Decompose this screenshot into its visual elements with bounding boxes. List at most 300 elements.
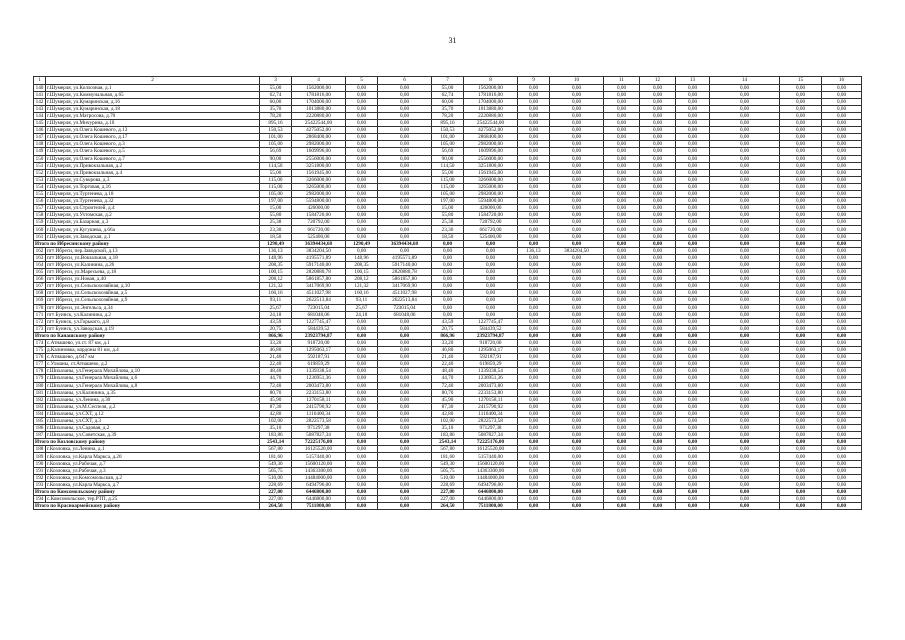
- value-cell: 0,00: [676, 141, 710, 148]
- value-cell: 24,18: [260, 311, 292, 318]
- value-cell: 48,40: [432, 368, 464, 375]
- value-cell: 1270158,11: [292, 396, 346, 403]
- value-cell: 0,00: [604, 120, 640, 127]
- value-cell: 4511027,98: [378, 290, 432, 297]
- value-cell: 0,00: [604, 141, 640, 148]
- row-number-cell: 167: [34, 283, 46, 290]
- value-cell: 0,00: [432, 311, 464, 318]
- value-cell: 2543,14: [260, 439, 292, 446]
- row-number-cell: 182: [34, 396, 46, 403]
- value-cell: 0,00: [518, 361, 550, 368]
- row-number-cell: 148: [34, 141, 46, 148]
- row-number-cell: 187: [34, 432, 46, 439]
- value-cell: 0,00: [710, 488, 780, 495]
- value-cell: 0,00: [550, 339, 604, 346]
- value-cell: 0,00: [550, 439, 604, 446]
- value-cell: 0,00: [710, 233, 780, 240]
- value-cell: 0,00: [550, 226, 604, 233]
- value-cell: 619859,29: [464, 361, 518, 368]
- value-cell: 42,80: [432, 410, 464, 417]
- district-total-label: Итого по Канашскому району: [34, 332, 260, 339]
- value-cell: 0,00: [518, 474, 550, 481]
- value-cell: 918720,00: [292, 339, 346, 346]
- table-row: [34, 410, 862, 417]
- value-cell: 87,30: [432, 403, 464, 410]
- value-cell: 0,00: [378, 155, 432, 162]
- value-cell: 0,00: [822, 325, 862, 332]
- value-cell: 3834204,50: [292, 247, 346, 254]
- table-row: [34, 148, 862, 155]
- value-cell: 0,00: [780, 368, 822, 375]
- value-cell: 0,00: [710, 382, 780, 389]
- value-cell: 121,32: [260, 283, 292, 290]
- value-cell: 0,00: [640, 155, 676, 162]
- value-cell: 5917140,00: [292, 261, 346, 268]
- value-cell: 0,00: [710, 105, 780, 112]
- value-cell: 0,00: [710, 432, 780, 439]
- value-cell: 0,00: [550, 453, 604, 460]
- value-cell: 3417069,90: [378, 283, 432, 290]
- value-cell: 114,50: [432, 162, 464, 169]
- value-cell: 0,00: [676, 389, 710, 396]
- value-cell: 0,00: [640, 460, 676, 467]
- value-cell: 0,00: [378, 361, 432, 368]
- value-cell: 102,00: [432, 418, 464, 425]
- value-cell: 0,00: [640, 389, 676, 396]
- address-cell: г.Козловка, ул.Карла Маркса, д.20: [46, 453, 260, 460]
- value-cell: 0,00: [676, 169, 710, 176]
- value-cell: 0,00: [780, 474, 822, 481]
- value-cell: 0,00: [518, 339, 550, 346]
- value-cell: 0,00: [780, 127, 822, 134]
- value-cell: 681048,06: [292, 311, 346, 318]
- value-cell: 0,00: [710, 134, 780, 141]
- value-cell: 0,00: [518, 134, 550, 141]
- value-cell: 0,00: [518, 148, 550, 155]
- value-cell: 0,00: [550, 162, 604, 169]
- value-cell: 0,00: [780, 354, 822, 361]
- row-number-cell: 175: [34, 347, 46, 354]
- value-cell: 0,00: [432, 290, 464, 297]
- value-cell: 0,00: [780, 389, 822, 396]
- value-cell: 0,00: [676, 439, 710, 446]
- value-cell: 15,00: [432, 205, 464, 212]
- value-cell: 23923794,87: [292, 332, 346, 339]
- value-cell: 0,00: [378, 212, 432, 219]
- value-cell: 0,00: [550, 503, 604, 510]
- value-cell: 0,00: [346, 396, 378, 403]
- value-cell: 0,00: [550, 112, 604, 119]
- row-number-cell: 143: [34, 105, 46, 112]
- value-cell: 0,00: [676, 375, 710, 382]
- value-cell: 0,00: [780, 425, 822, 432]
- value-cell: 0,00: [378, 325, 432, 332]
- value-cell: 0,00: [550, 496, 604, 503]
- value-cell: 0,00: [710, 112, 780, 119]
- value-cell: 1290,49: [260, 240, 292, 247]
- address-cell: г.Шумерля, ул.Торговая, д.16: [46, 183, 260, 190]
- value-cell: 0,00: [710, 453, 780, 460]
- value-cell: 1339338,54: [292, 368, 346, 375]
- value-cell: 0,00: [780, 325, 822, 332]
- value-cell: 0,00: [640, 439, 676, 446]
- table-row: [34, 155, 862, 162]
- value-cell: 24,18: [346, 311, 378, 318]
- value-cell: 1561945,00: [464, 169, 518, 176]
- table-row: [34, 98, 862, 105]
- value-cell: 136,13: [260, 247, 292, 254]
- value-cell: 0,00: [550, 354, 604, 361]
- value-cell: 0,00: [550, 219, 604, 226]
- value-cell: 0,00: [822, 247, 862, 254]
- value-cell: 0,00: [710, 389, 780, 396]
- value-cell: 15600120,00: [464, 460, 518, 467]
- value-cell: 0,00: [780, 261, 822, 268]
- value-cell: 0,00: [378, 460, 432, 467]
- value-cell: 42,80: [260, 410, 292, 417]
- value-cell: 0,00: [550, 283, 604, 290]
- value-cell: 0,00: [604, 112, 640, 119]
- table-row: [34, 176, 862, 183]
- value-cell: 0,00: [346, 368, 378, 375]
- value-cell: 1562000,00: [292, 84, 346, 91]
- table-row: [34, 283, 862, 290]
- row-number-cell: 171: [34, 311, 46, 318]
- value-cell: 0,00: [780, 269, 822, 276]
- value-cell: 148,96: [346, 254, 378, 261]
- value-cell: 0,00: [604, 361, 640, 368]
- value-cell: 0,00: [550, 403, 604, 410]
- value-cell: 6494796,00: [292, 481, 346, 488]
- value-cell: 3834204,50: [550, 247, 604, 254]
- value-cell: 0,00: [346, 474, 378, 481]
- value-cell: 101,00: [432, 134, 464, 141]
- value-cell: 0,00: [604, 247, 640, 254]
- value-cell: 0,00: [676, 261, 710, 268]
- value-cell: 93,11: [260, 297, 292, 304]
- value-cell: 0,00: [604, 233, 640, 240]
- value-cell: 0,00: [378, 425, 432, 432]
- address-cell: пгт Ибреси, ул.Сельскохозяйная, д.9: [46, 297, 260, 304]
- value-cell: 0,00: [676, 127, 710, 134]
- value-cell: 0,00: [550, 382, 604, 389]
- value-cell: 0,00: [710, 141, 780, 148]
- value-cell: 0,00: [822, 205, 862, 212]
- value-cell: 18,50: [432, 233, 464, 240]
- value-cell: 0,00: [518, 325, 550, 332]
- value-cell: 25422544,00: [464, 120, 518, 127]
- value-cell: 0,00: [676, 368, 710, 375]
- value-cell: 0,00: [432, 240, 464, 247]
- value-cell: 1227745,47: [464, 318, 518, 325]
- row-number-cell: 160: [34, 226, 46, 233]
- value-cell: 0,00: [780, 311, 822, 318]
- value-cell: 0,00: [640, 226, 676, 233]
- value-cell: 0,00: [710, 276, 780, 283]
- value-cell: 0,00: [640, 332, 676, 339]
- table-row: [34, 389, 862, 396]
- value-cell: 0,00: [640, 127, 676, 134]
- value-cell: 0,00: [780, 283, 822, 290]
- value-cell: 0,00: [640, 112, 676, 119]
- value-cell: 0,00: [676, 191, 710, 198]
- value-cell: 0,00: [780, 233, 822, 240]
- value-cell: 0,00: [710, 84, 780, 91]
- address-cell: г.Шумерля, ул.Заводская, д.1: [46, 233, 260, 240]
- table-row: [34, 425, 862, 432]
- value-cell: 3266000,00: [464, 176, 518, 183]
- value-cell: 0,00: [676, 488, 710, 495]
- value-cell: 0,00: [378, 112, 432, 119]
- value-cell: 0,00: [676, 361, 710, 368]
- row-number-cell: 172: [34, 318, 46, 325]
- value-cell: 90,00: [432, 155, 464, 162]
- value-cell: 6494796,00: [464, 481, 518, 488]
- value-cell: 0,00: [676, 254, 710, 261]
- address-cell: пгт Ибреси, пер.Заводской, д.13: [46, 247, 260, 254]
- value-cell: 0,00: [780, 141, 822, 148]
- value-cell: 0,00: [550, 368, 604, 375]
- value-cell: 0,00: [640, 488, 676, 495]
- value-cell: 5594800,00: [464, 198, 518, 205]
- value-cell: 4275052,00: [464, 127, 518, 134]
- value-cell: 0,00: [710, 91, 780, 98]
- value-cell: 0,00: [378, 198, 432, 205]
- row-number-cell: 176: [34, 354, 46, 361]
- address-cell: с.Атнашево, ул.ст. 87 км, д.1: [46, 339, 260, 346]
- value-cell: 5917140,00: [378, 261, 432, 268]
- address-cell: г.Шумерля, ул.Ухтомская, д.2: [46, 212, 260, 219]
- value-cell: 0,00: [640, 276, 676, 283]
- value-cell: 0,00: [640, 240, 676, 247]
- value-cell: 55,00: [432, 169, 464, 176]
- value-cell: 150,53: [432, 127, 464, 134]
- value-cell: 0,00: [604, 467, 640, 474]
- value-cell: 227,00: [432, 488, 464, 495]
- row-number-cell: 156: [34, 198, 46, 205]
- value-cell: 44,70: [260, 375, 292, 382]
- value-cell: 0,00: [822, 233, 862, 240]
- value-cell: 2556000,00: [292, 155, 346, 162]
- value-cell: 0,00: [640, 481, 676, 488]
- table-row: [34, 198, 862, 205]
- district-total-label: Итого по Козловскому району: [34, 439, 260, 446]
- value-cell: 0,00: [518, 283, 550, 290]
- value-cell: 55,80: [260, 212, 292, 219]
- value-cell: 0,00: [346, 198, 378, 205]
- value-cell: 0,00: [378, 432, 432, 439]
- value-cell: 0,00: [780, 496, 822, 503]
- value-cell: 592187,91: [292, 354, 346, 361]
- value-cell: 0,00: [780, 410, 822, 417]
- address-cell: г.Козловка, ул.Карла Маркса, д.7: [46, 481, 260, 488]
- value-cell: 895,16: [260, 120, 292, 127]
- value-cell: 0,00: [640, 446, 676, 453]
- value-cell: 0,00: [710, 403, 780, 410]
- value-cell: 0,00: [604, 290, 640, 297]
- value-cell: 0,00: [780, 332, 822, 339]
- table-row: [34, 481, 862, 488]
- value-cell: 1013880,00: [464, 105, 518, 112]
- value-cell: 0,00: [346, 169, 378, 176]
- value-cell: 0,00: [822, 347, 862, 354]
- value-cell: 0,00: [780, 226, 822, 233]
- value-cell: 0,00: [676, 347, 710, 354]
- value-cell: 0,00: [550, 396, 604, 403]
- value-cell: 0,00: [640, 339, 676, 346]
- value-cell: 0,00: [518, 446, 550, 453]
- value-cell: 0,00: [550, 127, 604, 134]
- table-row: [34, 361, 862, 368]
- value-cell: 0,00: [822, 403, 862, 410]
- value-cell: 0,00: [550, 91, 604, 98]
- value-cell: 0,00: [822, 396, 862, 403]
- value-cell: 0,00: [640, 496, 676, 503]
- value-cell: 0,00: [604, 446, 640, 453]
- value-cell: 0,00: [822, 254, 862, 261]
- value-cell: 0,00: [822, 134, 862, 141]
- value-cell: 0,00: [676, 467, 710, 474]
- value-cell: 0,00: [640, 347, 676, 354]
- value-cell: 0,00: [378, 503, 432, 510]
- value-cell: 0,00: [822, 226, 862, 233]
- value-cell: 33,20: [432, 339, 464, 346]
- address-cell: г.Козловка, ул.Рабочая, д.3: [46, 467, 260, 474]
- value-cell: 0,00: [550, 191, 604, 198]
- value-cell: 0,00: [780, 396, 822, 403]
- value-cell: 1781816,00: [292, 91, 346, 98]
- table-row: [34, 205, 862, 212]
- value-cell: 510,00: [260, 474, 292, 481]
- value-cell: 264,50: [260, 503, 292, 510]
- value-cell: 80,70: [260, 389, 292, 396]
- row-number-cell: 174: [34, 339, 46, 346]
- value-cell: 87,30: [260, 403, 292, 410]
- value-cell: 0,00: [676, 219, 710, 226]
- table-row: [34, 169, 862, 176]
- row-number-cell: 144: [34, 112, 46, 119]
- value-cell: 0,00: [822, 467, 862, 474]
- value-cell: 1339338,54: [464, 368, 518, 375]
- value-cell: 0,00: [604, 368, 640, 375]
- row-number-cell: 194: [34, 496, 46, 503]
- value-cell: 5861857,80: [378, 276, 432, 283]
- value-cell: 0,00: [432, 247, 464, 254]
- value-cell: 0,00: [710, 354, 780, 361]
- value-cell: 1290,49: [346, 240, 378, 247]
- value-cell: 0,00: [604, 481, 640, 488]
- value-cell: 100,15: [346, 269, 378, 276]
- value-cell: 4195571,89: [378, 254, 432, 261]
- value-cell: 90,00: [260, 155, 292, 162]
- value-cell: 0,00: [346, 120, 378, 127]
- value-cell: 0,00: [518, 354, 550, 361]
- value-cell: 0,00: [640, 176, 676, 183]
- value-cell: 0,00: [378, 488, 432, 495]
- row-number-cell: 165: [34, 269, 46, 276]
- value-cell: 426000,00: [464, 205, 518, 212]
- value-cell: 208,35: [260, 261, 292, 268]
- value-cell: 0,00: [780, 481, 822, 488]
- value-cell: 0,00: [604, 98, 640, 105]
- value-cell: 866,96: [432, 332, 464, 339]
- column-number-cell: 5: [346, 77, 378, 85]
- table-row: [34, 347, 862, 354]
- value-cell: 25,38: [260, 219, 292, 226]
- value-cell: 0,00: [518, 304, 550, 311]
- value-cell: 0,00: [346, 226, 378, 233]
- value-cell: 0,00: [780, 84, 822, 91]
- value-cell: 0,00: [550, 276, 604, 283]
- value-cell: 0,00: [676, 112, 710, 119]
- value-cell: 0,00: [822, 382, 862, 389]
- row-number-cell: 191: [34, 467, 46, 474]
- value-cell: 0,00: [676, 134, 710, 141]
- value-cell: 183,86: [260, 432, 292, 439]
- value-cell: 0,00: [640, 98, 676, 105]
- value-cell: 0,00: [676, 496, 710, 503]
- value-cell: 0,00: [378, 467, 432, 474]
- value-cell: 0,00: [710, 148, 780, 155]
- value-cell: 0,00: [780, 290, 822, 297]
- value-cell: 0,00: [676, 481, 710, 488]
- value-cell: 505,75: [260, 467, 292, 474]
- value-cell: 0,00: [378, 354, 432, 361]
- value-cell: 0,00: [378, 91, 432, 98]
- value-cell: 0,00: [518, 297, 550, 304]
- value-cell: 0,00: [518, 389, 550, 396]
- value-cell: 0,00: [640, 261, 676, 268]
- value-cell: 0,00: [346, 325, 378, 332]
- value-cell: 121,32: [346, 283, 378, 290]
- value-cell: 0,00: [822, 183, 862, 190]
- district-total-row: [34, 488, 862, 495]
- district-total-label: Итого по Красноармейскому району: [34, 503, 260, 510]
- value-cell: 0,00: [604, 318, 640, 325]
- row-number-cell: 161: [34, 233, 46, 240]
- value-cell: 0,00: [676, 183, 710, 190]
- value-cell: 43,59: [260, 318, 292, 325]
- column-number-cell: 7: [432, 77, 464, 85]
- address-cell: г.Шумерля, ул.Мичурина, д.10: [46, 120, 260, 127]
- value-cell: 1781816,00: [464, 91, 518, 98]
- value-cell: 0,00: [710, 318, 780, 325]
- value-cell: 0,00: [780, 453, 822, 460]
- value-cell: 0,00: [640, 247, 676, 254]
- value-cell: 0,00: [518, 183, 550, 190]
- value-cell: 25,67: [346, 304, 378, 311]
- value-cell: 0,00: [550, 410, 604, 417]
- value-cell: 0,00: [518, 120, 550, 127]
- value-cell: 0,00: [604, 127, 640, 134]
- table-row: [34, 191, 862, 198]
- value-cell: 93,11: [346, 297, 378, 304]
- value-cell: 0,00: [780, 375, 822, 382]
- value-cell: 0,00: [780, 439, 822, 446]
- value-cell: 681048,06: [378, 311, 432, 318]
- value-cell: 0,00: [640, 148, 676, 155]
- value-cell: 62,74: [260, 91, 292, 98]
- value-cell: 3265000,00: [292, 183, 346, 190]
- value-cell: 183,86: [432, 432, 464, 439]
- value-cell: 0,00: [780, 120, 822, 127]
- value-cell: 0,00: [604, 496, 640, 503]
- value-cell: 0,00: [464, 290, 518, 297]
- value-cell: 228,69: [260, 481, 292, 488]
- value-cell: 0,00: [710, 191, 780, 198]
- value-cell: 6446800,00: [464, 496, 518, 503]
- value-cell: 0,00: [550, 474, 604, 481]
